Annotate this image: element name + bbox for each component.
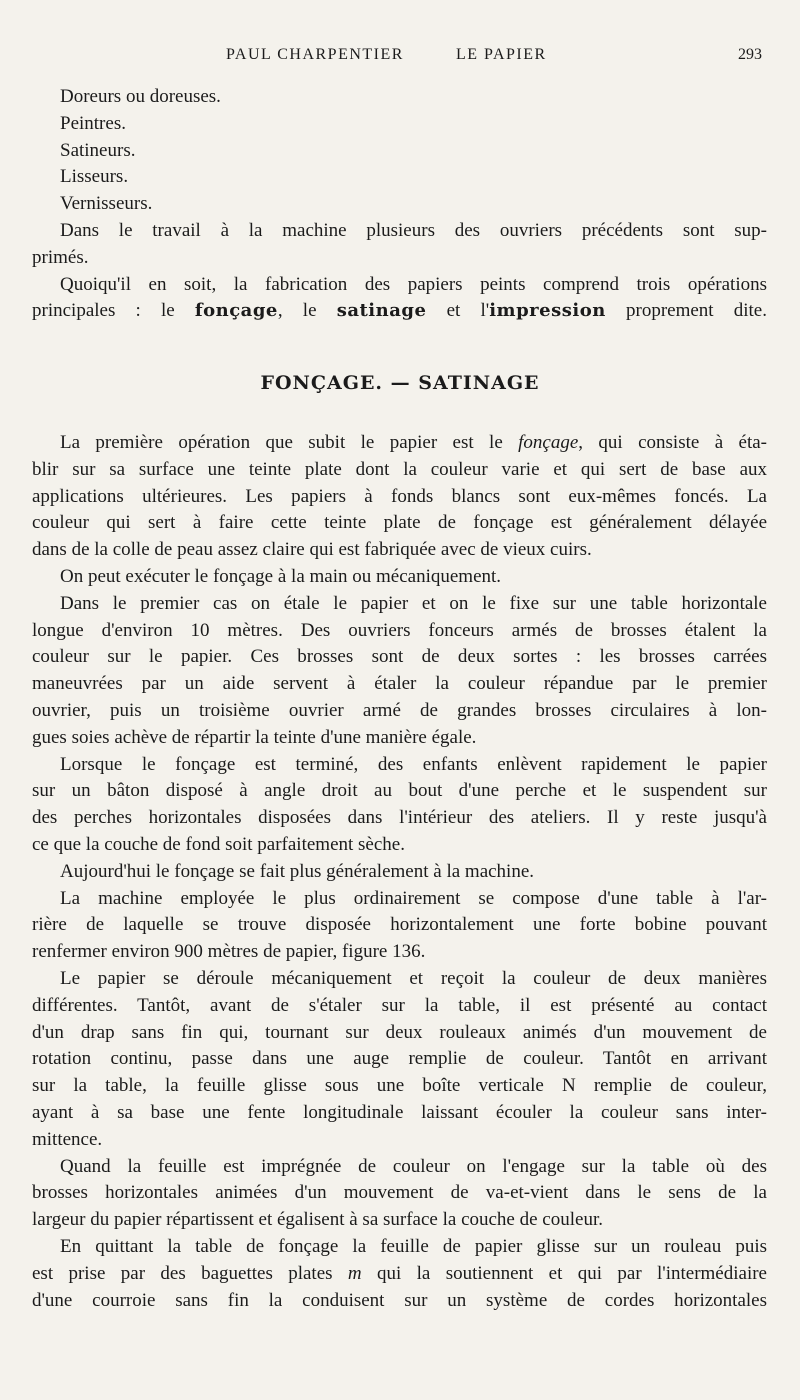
paragraph-line: primés. bbox=[32, 246, 89, 268]
paragraph-line: Quand la feuille est imprégnée de couleur on l'engage sur la table où des bbox=[60, 1155, 767, 1177]
text-run: et l' bbox=[426, 300, 490, 322]
paragraph-line bbox=[32, 1261, 767, 1288]
paragraph-line bbox=[32, 298, 767, 325]
paragraph-line: différentes. Tantôt, avant de s'étaler sur la table, il est présenté au contact bbox=[32, 994, 767, 1016]
paragraph-line: brosses horizontales animées d'un mouvement de va-et-vient dans le sens de la bbox=[32, 1182, 767, 1204]
paragraph-line: d'une courroie sans fin la conduisent sur un système de cordes horizontales bbox=[32, 1289, 767, 1311]
running-head-title: LE PAPIER bbox=[456, 46, 547, 63]
page-number: 293 bbox=[738, 46, 762, 63]
text-run: , qui consiste à éta- bbox=[578, 432, 767, 453]
text-run: principales : le bbox=[32, 300, 195, 322]
running-head bbox=[0, 46, 800, 70]
section-body bbox=[32, 430, 767, 1314]
paragraph-line: sur la table, la feuille glisse sous une boîte verticale N remplie de couleur, bbox=[32, 1075, 767, 1097]
paragraph-line: En quittant la table de fonçage la feuille de papier glisse sur un rouleau puis bbox=[60, 1235, 767, 1257]
paragraph-line: dans de la colle de peau assez claire qui est fabriquée avec de vieux cuirs. bbox=[32, 539, 592, 561]
running-head-author: PAUL CHARPENTIER bbox=[226, 46, 404, 63]
section-heading: FONÇAGE. — SATINAGE bbox=[260, 372, 540, 394]
paragraph-line: On peut exécuter le fonçage à la main ou mécaniquement. bbox=[60, 565, 502, 587]
paragraph-line: Quoiqu'il en soit, la fabrication des papiers peints comprend trois opérations bbox=[60, 273, 767, 295]
intro-paragraphs bbox=[32, 218, 767, 325]
paragraph-line: Dans le premier cas on étale le papier et on le fixe sur une table horizontale bbox=[60, 592, 767, 614]
term-impression: impression bbox=[489, 300, 606, 322]
paragraph-line: ce que la couche de fond soit parfaitement sèche. bbox=[32, 833, 405, 855]
italic-term: m bbox=[347, 1262, 362, 1284]
paragraph-line: ouvrier, puis un troisième ouvrier armé de grandes brosses circulaires à lon- bbox=[32, 699, 767, 721]
italic-term: fonçage bbox=[518, 432, 579, 453]
list-item: Satineurs. bbox=[60, 139, 136, 161]
paragraph-line: d'un drap sans fin qui, tournant sur deux rouleaux animés d'un mouvement de bbox=[32, 1021, 767, 1043]
list-item: Doreurs ou doreuses. bbox=[60, 86, 221, 107]
paragraph-line: blir sur sa surface une teinte plate dont la couleur varie et qui sert de base aux bbox=[32, 458, 767, 480]
paragraph-line: rotation continu, passe dans une auge remplie de couleur. Tantôt en arrivant bbox=[32, 1048, 767, 1070]
list-item: Vernisseurs. bbox=[60, 193, 153, 215]
paragraph-line: Le papier se déroule mécaniquement et reçoit la couleur de deux manières bbox=[60, 967, 767, 989]
paragraph-line: couleur qui sert à faire cette teinte plate de fonçage est généralement délayée bbox=[32, 512, 767, 534]
text-run: La première opération que subit le papier est le bbox=[60, 432, 519, 453]
paragraph-line bbox=[32, 430, 767, 457]
paragraph-line: couleur sur le papier. Ces brosses sont de deux sortes : les brosses carrées bbox=[32, 646, 767, 668]
paragraph-line: sur un bâton disposé à angle droit au bout d'une perche et le suspendent sur bbox=[32, 780, 767, 802]
paragraph-line: La machine employée le plus ordinairement se compose d'une table à l'ar- bbox=[60, 887, 767, 909]
paragraph-line: mittence. bbox=[32, 1128, 103, 1150]
paragraph-line: rière de laquelle se trouve disposée horizontalement une forte bobine pouvant bbox=[32, 914, 767, 936]
paragraph-line: applications ultérieures. Les papiers à fonds blancs sont eux-mêmes foncés. La bbox=[32, 485, 767, 507]
text-run: proprement dite. bbox=[605, 300, 767, 322]
paragraph-line: maneuvrées par un aide servent à étaler la couleur répandue par le premier bbox=[32, 673, 767, 695]
paragraph-line: longue d'environ 10 mètres. Des ouvriers fonceurs armés de brosses étalent la bbox=[32, 619, 767, 641]
list-item: Peintres. bbox=[60, 112, 126, 134]
paragraph-line: Dans le travail à la machine plusieurs des ouvriers précédents sont sup- bbox=[60, 220, 767, 241]
paragraph-line: renfermer environ 900 mètres de papier, figure 136. bbox=[32, 941, 426, 963]
term-foncage: fonçage bbox=[194, 300, 278, 322]
text-run: qui la soutiennent et qui par l'intermédiaire bbox=[361, 1262, 767, 1284]
paragraph-line: Lorsque le fonçage est terminé, des enfants enlèvent rapidement le papier bbox=[60, 753, 767, 775]
paragraph-line: Aujourd'hui le fonçage se fait plus généralement à la machine. bbox=[60, 860, 535, 882]
text-run: est prise par des baguettes plates bbox=[32, 1262, 348, 1284]
trades-list bbox=[32, 84, 767, 218]
term-satinage: satinage bbox=[336, 300, 427, 322]
paragraph-line: ayant à sa base une fente longitudinale laissant écouler la couleur sans inter- bbox=[32, 1101, 767, 1123]
list-item: Lisseurs. bbox=[60, 166, 129, 188]
text-run: , le bbox=[277, 300, 337, 322]
paragraph-line: gues soies achève de répartir la teinte d'une manière égale. bbox=[32, 726, 477, 748]
paragraph-line: largeur du papier répartissent et égalisent à sa surface la couche de couleur. bbox=[32, 1209, 603, 1231]
paragraph-line: des perches horizontales disposées dans l'intérieur des ateliers. Il y reste jusqu'à bbox=[32, 807, 767, 829]
